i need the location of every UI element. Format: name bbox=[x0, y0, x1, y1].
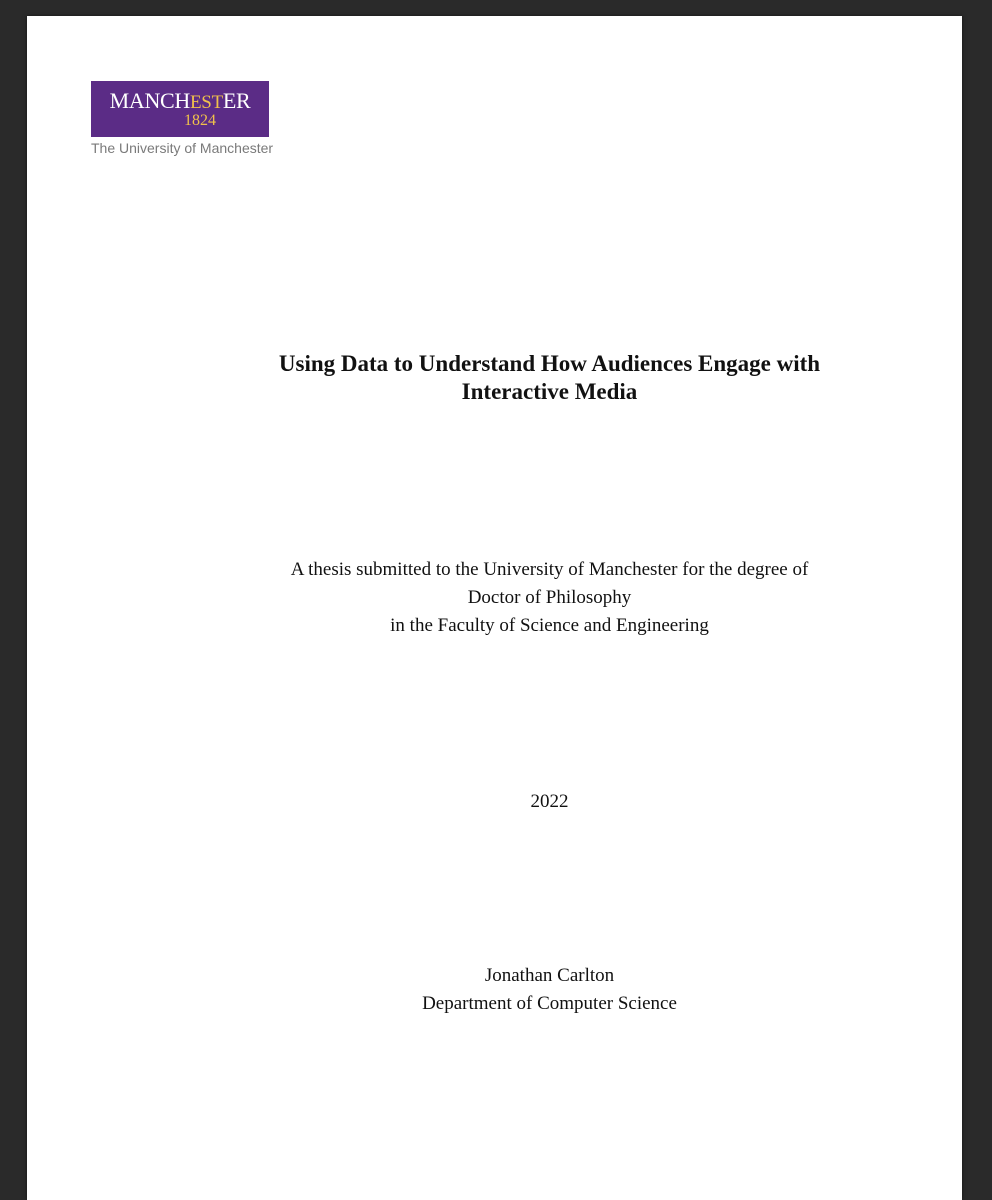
thesis-title: Using Data to Understand How Audiences Engage with Interactive Media bbox=[278, 351, 821, 404]
logo-box bbox=[91, 81, 269, 137]
author-name: Jonathan Carlton bbox=[484, 965, 615, 986]
thesis-year: 2022 bbox=[530, 791, 569, 812]
author-block bbox=[207, 962, 892, 1018]
logo-word-est: EST bbox=[190, 92, 223, 113]
logo-word-suffix: ER bbox=[222, 88, 251, 113]
university-logo bbox=[91, 81, 274, 156]
submission-line-1: A thesis submitted to the University of Manchester for the degree of bbox=[290, 559, 809, 580]
faculty-line: in the Faculty of Science and Engineering bbox=[390, 615, 709, 636]
logo-word-prefix: MANCH bbox=[109, 88, 190, 113]
logo-wordmark bbox=[91, 89, 269, 115]
author-department: Department of Computer Science bbox=[422, 993, 677, 1014]
logo-subtitle: The University of Manchester bbox=[91, 140, 274, 156]
document-page bbox=[27, 16, 962, 1200]
degree-name: Doctor of Philosophy bbox=[467, 587, 632, 608]
submission-statement bbox=[207, 556, 892, 640]
logo-year: 1824 bbox=[184, 112, 216, 129]
